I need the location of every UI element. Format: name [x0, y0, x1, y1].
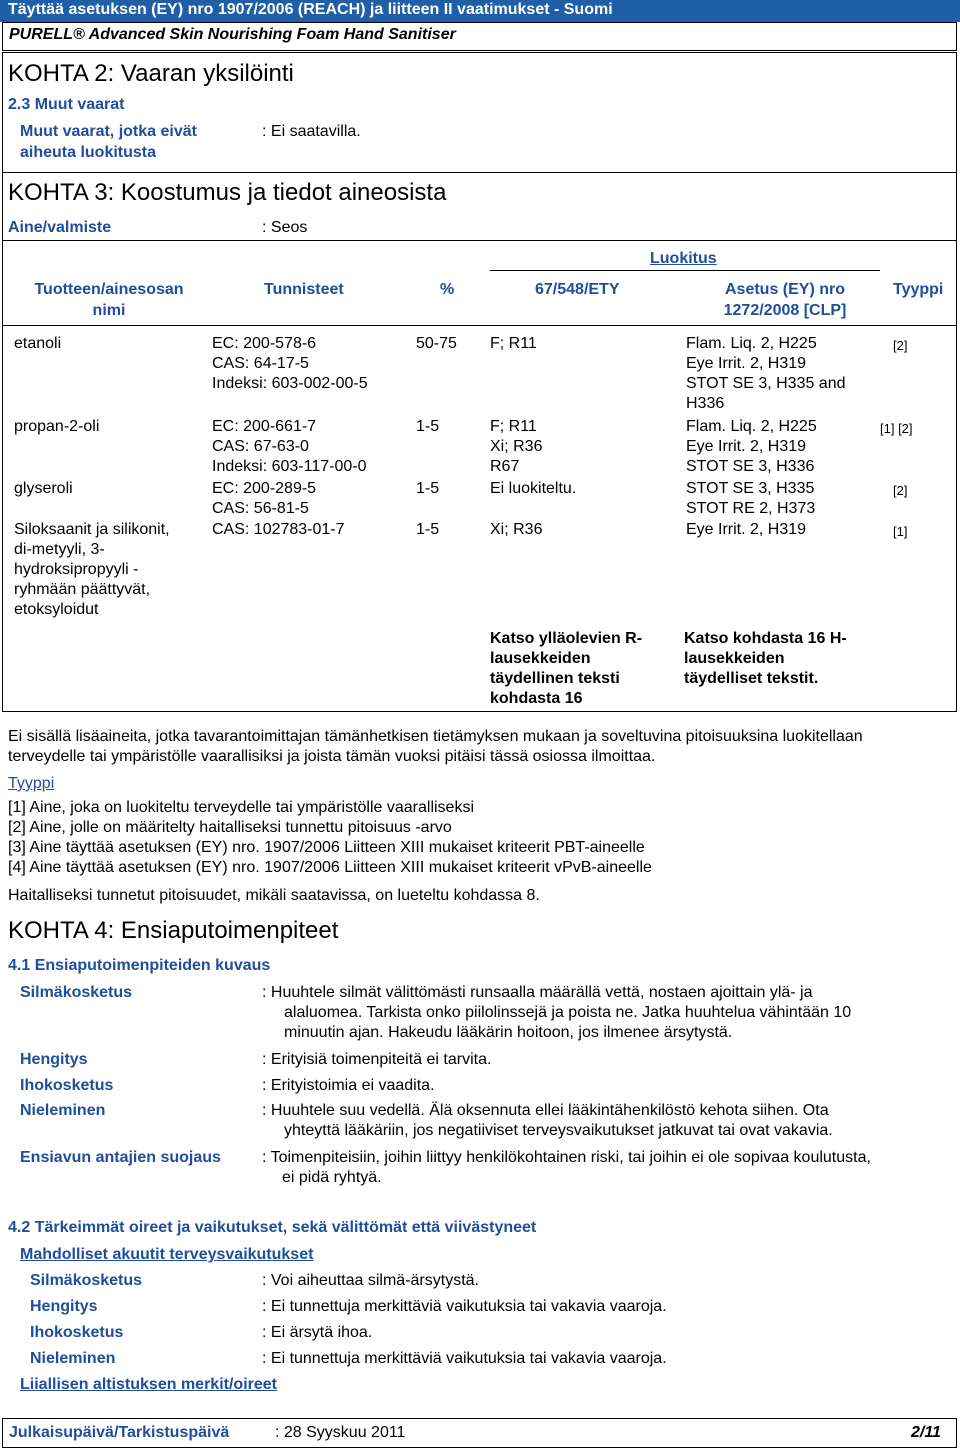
- row3-dsd: Ei luokiteltu.: [490, 480, 577, 497]
- fa-eye-line-2: alaluomea. Tarkista onko piilolinssejä ja poista ne. Jatka huuhtelua vähintään 10: [284, 1004, 852, 1021]
- row1-clp-2: Eye Irrit. 2, H319: [686, 355, 807, 372]
- product-name: PURELL® Advanced Skin Nourishing Foam Hand Sanitiser: [9, 26, 456, 43]
- row1-name: etanoli: [14, 335, 62, 352]
- row2-dsd-2: Xi; R36: [490, 438, 543, 455]
- exposure-note: Haitalliseksi tunnetut pitoisuudet, mikäli saatavissa, on lueteltu kohdassa 8.: [8, 887, 540, 904]
- row1-id-ec: EC: 200-578-6: [212, 335, 317, 352]
- fa-inhalation-label: Hengitys: [20, 1051, 88, 1068]
- note-h-3: täydelliset tekstit.: [684, 670, 819, 687]
- additives-para-1: Ei sisällä lisäaineita, jotka tavarantoimittajan tämänhetkisen tietämyksen mukaan ja soveltuvina pitoisuuksina luokitellaan: [8, 728, 863, 745]
- type-note-3: [3] Aine täyttää asetuksen (EY) nro. 1907/2006 Liitteen XIII mukaiset kriteerit PBT-aineelle: [8, 839, 645, 856]
- col-name-1: Tuotteen/ainesosan: [34, 281, 184, 298]
- note-h-1: Katso kohdasta 16 H-: [684, 630, 847, 647]
- footer: [2, 1418, 957, 1448]
- acute-ingestion-label: Nieleminen: [30, 1350, 116, 1367]
- row4-name-1: Siloksaanit ja silikonit,: [14, 521, 170, 538]
- row1-clp-1: Flam. Liq. 2, H225: [686, 335, 817, 352]
- note-h-2: lausekkeiden: [684, 650, 785, 667]
- acute-inhalation-value: : Ei tunnettuja merkittäviä vaikutuksia tai vakavia vaaroja.: [262, 1298, 667, 1315]
- col-clp-1: Asetus (EY) nro: [724, 281, 845, 298]
- row4-name-2: di-metyyli, 3-: [14, 541, 105, 558]
- note-r-3: täydellinen teksti: [490, 670, 620, 687]
- row4-name-3: hydroksipropyyli -: [14, 561, 139, 578]
- acute-eye-label: Silmäkosketus: [30, 1272, 143, 1289]
- row4-pct: 1-5: [416, 521, 440, 538]
- row2-id-ec: EC: 200-661-7: [212, 418, 317, 435]
- col-type: Tyyppi: [893, 281, 944, 298]
- row4-name-4: ryhmään päättyvät,: [14, 581, 151, 598]
- row1-clp-4: H336: [686, 395, 725, 412]
- table-top-divider: [2, 240, 957, 241]
- fa-skin-value: : Erityistoimia ei vaadita.: [262, 1077, 435, 1094]
- row2-type: [1] [2]: [880, 421, 913, 436]
- row2-id-index: Indeksi: 603-117-00-0: [212, 458, 367, 475]
- substance-label: Aine/valmiste: [8, 219, 112, 236]
- row3-id-ec: EC: 200-289-5: [212, 480, 317, 497]
- fa-ingestion-line-2: yhteyttä lääkäriin, jos negatiiviset terveysvaikutukset jatkuvat tai ovat vakavia.: [284, 1122, 833, 1139]
- row4-type: [1]: [893, 524, 908, 539]
- row3-id-cas: CAS: 56-81-5: [212, 500, 309, 517]
- section2-sub: 2.3 Muut vaarat: [8, 96, 125, 113]
- col-pct: %: [440, 281, 455, 298]
- other-hazards-label-2: aiheuta luokitusta: [20, 144, 157, 161]
- footer-date-value: : 28 Syyskuu 2011: [275, 1424, 406, 1441]
- row2-dsd-3: R67: [490, 458, 520, 475]
- fa-inhalation-value: : Erityisiä toimenpiteitä ei tarvita.: [262, 1051, 492, 1068]
- row2-name: propan-2-oli: [14, 418, 100, 435]
- acute-ingestion-value: : Ei tunnettuja merkittäviä vaikutuksia tai vakavia vaaroja.: [262, 1350, 667, 1367]
- type-note-1: [1] Aine, joka on luokiteltu terveydelle tai ympäristölle vaaralliseksi: [8, 799, 475, 816]
- row4-clp: Eye Irrit. 2, H319: [686, 521, 807, 538]
- regulation-header: [0, 0, 960, 22]
- row2-id-cas: CAS: 67-63-0: [212, 438, 309, 455]
- row2-pct: 1-5: [416, 418, 440, 435]
- fa-ingestion-line-1: : Huuhtele suu vedellä. Älä oksennuta ellei lääkintähenkilöstö kehota siihen. Ota: [262, 1102, 829, 1119]
- other-hazards-value: : Ei saatavilla.: [262, 123, 361, 140]
- acute-skin-label: Ihokosketus: [30, 1324, 124, 1341]
- fa-skin-label: Ihokosketus: [20, 1077, 114, 1094]
- acute-eye-value: : Voi aiheuttaa silmä-ärsytystä.: [262, 1272, 479, 1289]
- fa-ingestion-label: Nieleminen: [20, 1102, 106, 1119]
- row3-pct: 1-5: [416, 480, 440, 497]
- row3-clp-2: STOT RE 2, H373: [686, 500, 816, 517]
- section4-sub1: 4.1 Ensiaputoimenpiteiden kuvaus: [8, 957, 271, 974]
- note-r-1: Katso ylläolevien R-: [490, 630, 643, 647]
- row2-dsd-1: F; R11: [490, 418, 537, 435]
- fa-eye-label: Silmäkosketus: [20, 984, 133, 1001]
- fa-eye-line-3: minuutin ajan. Hakeudu lääkärin hoitoon, jos ilmenee ärsytystä.: [284, 1024, 733, 1041]
- type-note-2: [2] Aine, jolle on määritelty haitalliseksi tunnettu pitoisuus -arvo: [8, 819, 452, 836]
- col-67-548: 67/548/ETY: [535, 281, 620, 298]
- fa-eye-line-1: : Huuhtele silmät välittömästi runsaalla määrällä vettä, nostaen ajoittain ylä- ja: [262, 984, 813, 1001]
- row1-dsd: F; R11: [490, 335, 537, 352]
- note-r-2: lausekkeiden: [490, 650, 591, 667]
- row1-id-index: Indeksi: 603-002-00-5: [212, 375, 368, 392]
- table-header-divider: [2, 325, 957, 326]
- acute-heading: Mahdolliset akuutit terveysvaikutukset: [20, 1246, 314, 1263]
- row1-clp-3: STOT SE 3, H335 and: [686, 375, 846, 392]
- row2-clp-2: Eye Irrit. 2, H319: [686, 438, 807, 455]
- classification-header: Luokitus: [650, 250, 717, 267]
- regulation-title: Täyttää asetuksen (EY) nro 1907/2006 (REACH) ja liitteen II vaatimukset - Suomi: [8, 1, 613, 18]
- row3-type: [2]: [893, 483, 908, 498]
- additives-para-2: terveydelle tai ympäristölle vaarallisiksi ja joista tämän vuoksi pitäisi tässä osiossa ilmoittaa.: [8, 748, 656, 765]
- col-ids: Tunnisteet: [264, 281, 344, 298]
- row3-name: glyseroli: [14, 480, 73, 497]
- fa-protection-line-2: ei pidä ryhtyä.: [282, 1169, 382, 1186]
- section3-divider: [2, 172, 957, 173]
- product-name-box: [2, 22, 957, 51]
- section4-sub2: 4.2 Tärkeimmät oireet ja vaikutukset, sekä välittömät että viivästyneet: [8, 1219, 537, 1236]
- classification-underline: [490, 270, 880, 271]
- row4-id-cas: CAS: 102783-01-7: [212, 521, 345, 538]
- type-note-4: [4] Aine täyttää asetuksen (EY) nro. 1907/2006 Liitteen XIII mukaiset kriteerit vPvB-aineelle: [8, 859, 652, 876]
- fa-protection-label: Ensiavun antajien suojaus: [20, 1149, 221, 1166]
- row4-dsd: Xi; R36: [490, 521, 543, 538]
- col-clp-2: 1272/2008 [CLP]: [723, 302, 847, 319]
- type-heading: Tyyppi: [8, 775, 55, 792]
- overexposure-heading: Liiallisen altistuksen merkit/oireet: [20, 1376, 277, 1393]
- note-r-4: kohdasta 16: [490, 690, 583, 707]
- other-hazards-label-1: Muut vaarat, jotka eivät: [20, 123, 197, 140]
- acute-skin-value: : Ei ärsytä ihoa.: [262, 1324, 373, 1341]
- footer-date-label: Julkaisupäivä/Tarkistuspäivä: [9, 1424, 230, 1441]
- acute-inhalation-label: Hengitys: [30, 1298, 98, 1315]
- section2-title: KOHTA 2: Vaaran yksilöinti: [8, 60, 294, 87]
- row2-clp-1: Flam. Liq. 2, H225: [686, 418, 817, 435]
- row4-name-5: etoksyloidut: [14, 601, 99, 618]
- row1-id-cas: CAS: 64-17-5: [212, 355, 309, 372]
- col-name-2: nimi: [92, 302, 126, 319]
- row2-clp-3: STOT SE 3, H336: [686, 458, 815, 475]
- substance-value: : Seos: [262, 219, 308, 236]
- section3-title: KOHTA 3: Koostumus ja tiedot aineosista: [8, 179, 447, 206]
- row3-clp-1: STOT SE 3, H335: [686, 480, 815, 497]
- section4-title: KOHTA 4: Ensiaputoimenpiteet: [8, 917, 339, 944]
- row1-type: [2]: [893, 338, 908, 353]
- page-number: 2/11: [911, 1424, 941, 1441]
- fa-protection-line-1: : Toimenpiteisiin, joihin liittyy henkilökohtainen riski, tai joihin ei ole sopivaa koulutusta,: [262, 1149, 871, 1166]
- row1-pct: 50-75: [416, 335, 457, 352]
